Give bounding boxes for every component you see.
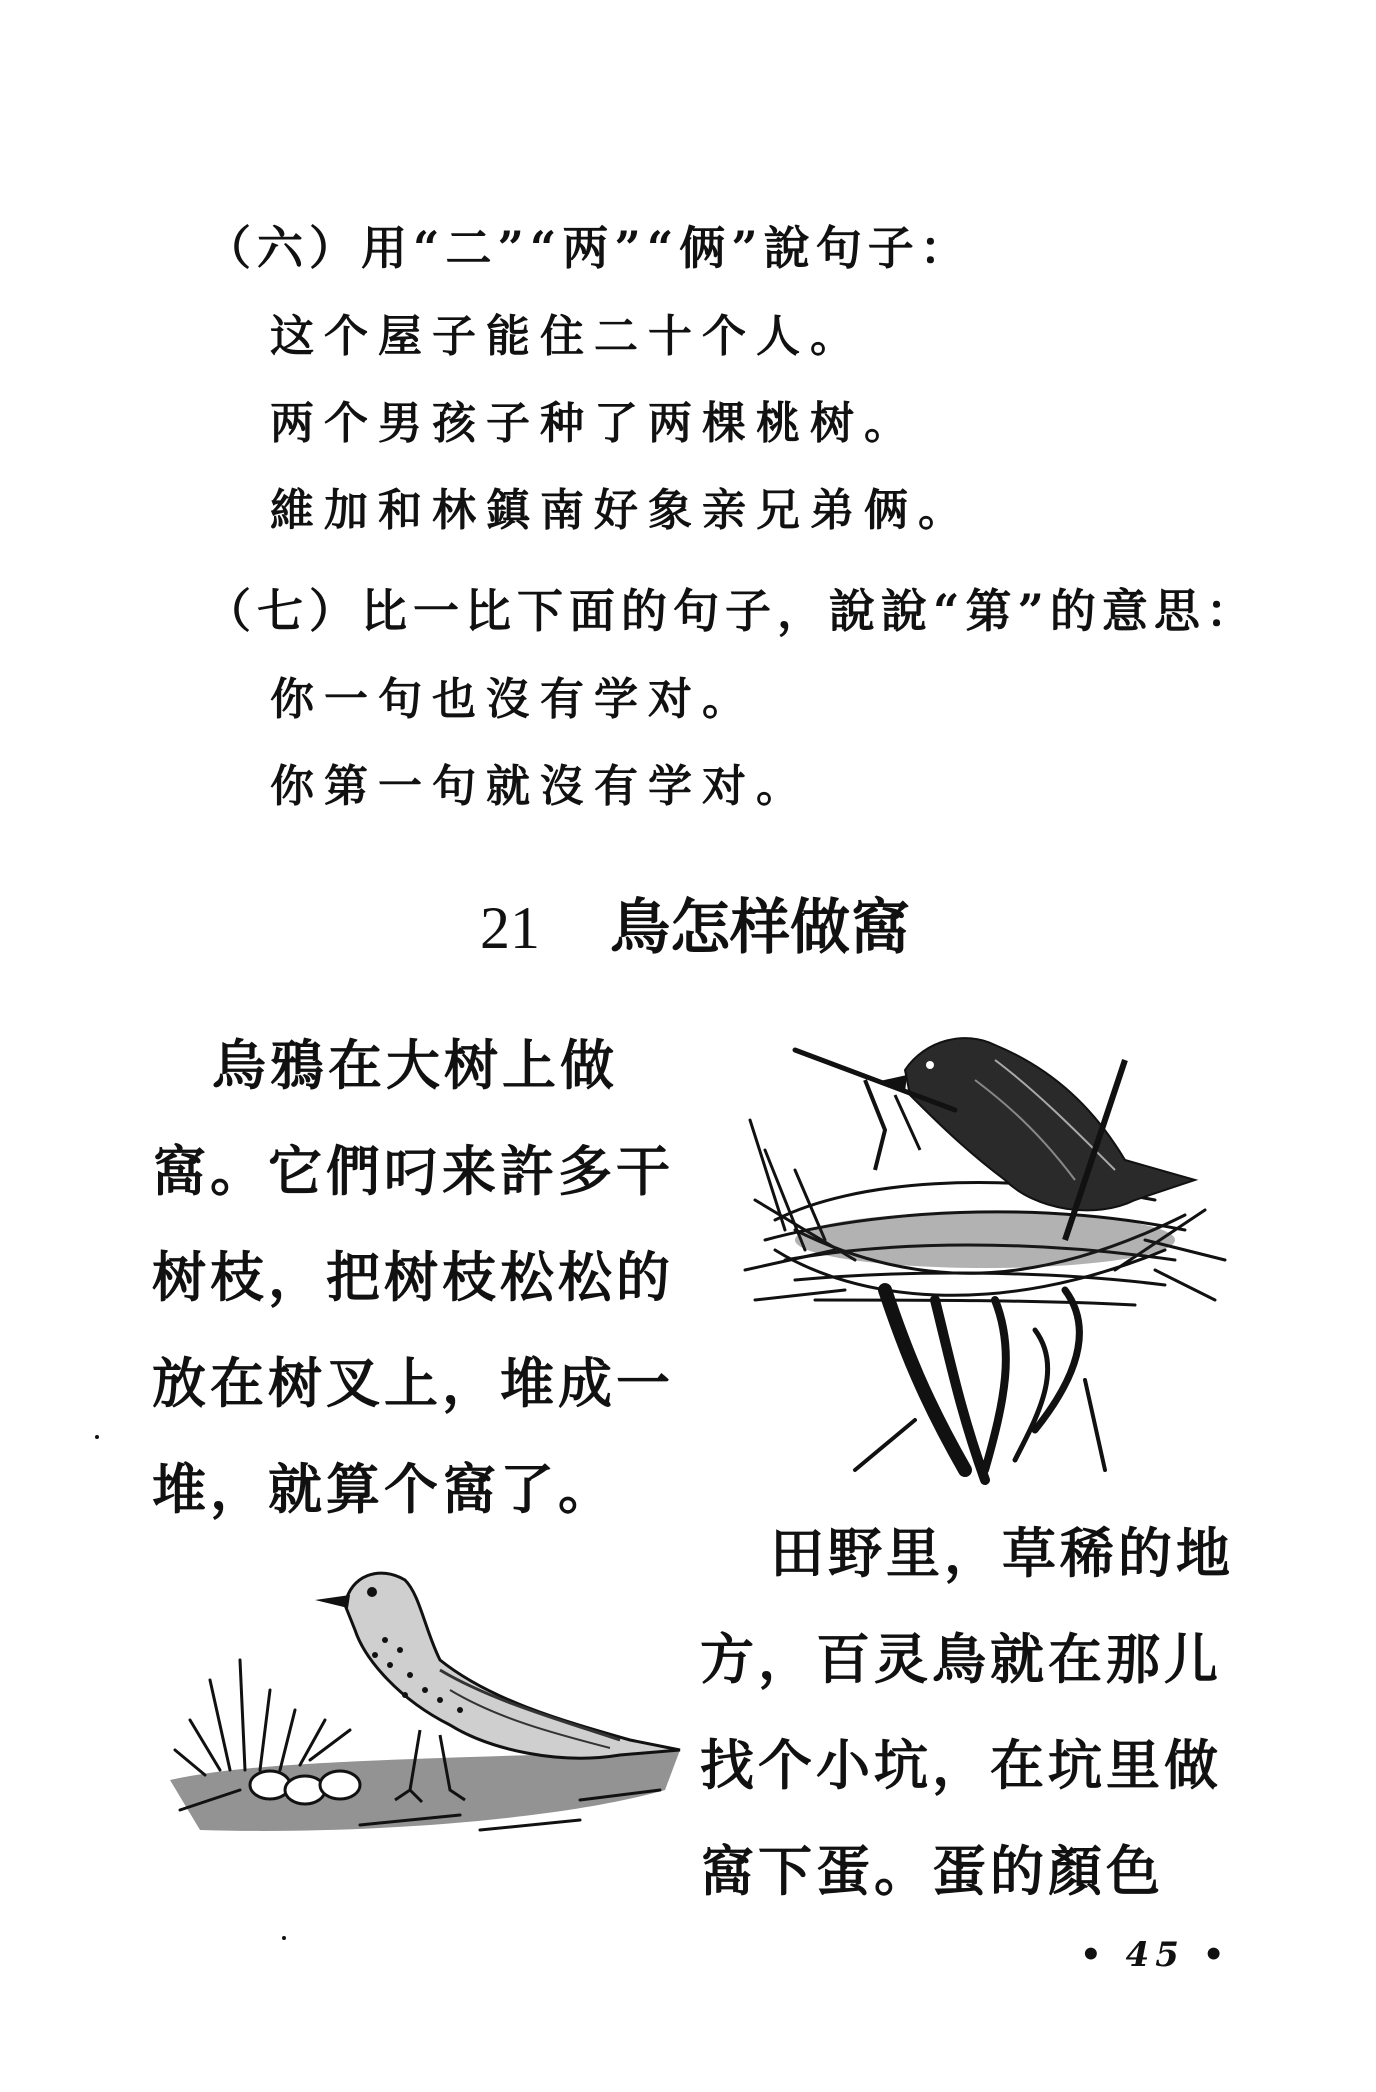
exercise-7-line-1: 你一句也沒有学对。 <box>270 674 756 725</box>
crow-nest-illustration <box>735 1000 1235 1490</box>
paragraph-line: 找个小坑，在坑里做 <box>700 1733 1222 1797</box>
lark-eggs-illustration <box>160 1550 690 1850</box>
paragraph-crow <box>152 1012 712 1542</box>
paragraph-line: 烏鴉在大树上做 <box>212 1033 618 1097</box>
exercise-7-line-2: 你第一句就沒有学对。 <box>270 761 810 812</box>
paragraph-lark <box>700 1500 1260 1924</box>
paragraph-line: 树枝，把树枝松松的 <box>152 1245 674 1309</box>
lesson-title-text: 鳥怎样做窩 <box>610 893 910 963</box>
paragraph-line: 放在树叉上，堆成一 <box>152 1351 674 1415</box>
page-number: • 45 • <box>1080 1935 1231 1975</box>
exercise-6-line-1: 这个屋子能住二十个人。 <box>270 311 864 362</box>
exercise-6-line-3: 維加和林鎮南好象亲兄弟俩。 <box>270 485 972 536</box>
lesson-number: 21 <box>480 895 540 961</box>
exercise-6-heading: （六）用“二”“两”“俩”說句子： <box>205 221 972 275</box>
exercise-6-line-2: 两个男孩子种了两棵桃树。 <box>270 398 918 449</box>
print-speck <box>95 1435 99 1439</box>
paragraph-line: 窩。它們叼来許多干 <box>152 1139 674 1203</box>
paragraph-line: 窩下蛋。蛋的顏色 <box>700 1839 1164 1903</box>
lesson-title <box>480 880 910 966</box>
exercise-7-heading: （七）比一比下面的句子，說說“第”的意思： <box>205 584 1258 638</box>
paragraph-line: 堆，就算个窩了。 <box>152 1457 616 1521</box>
paragraph-line: 方，百灵鳥就在那儿 <box>700 1627 1222 1691</box>
print-speck <box>282 1936 286 1940</box>
paragraph-line: 田野里，草稀的地 <box>770 1521 1234 1585</box>
